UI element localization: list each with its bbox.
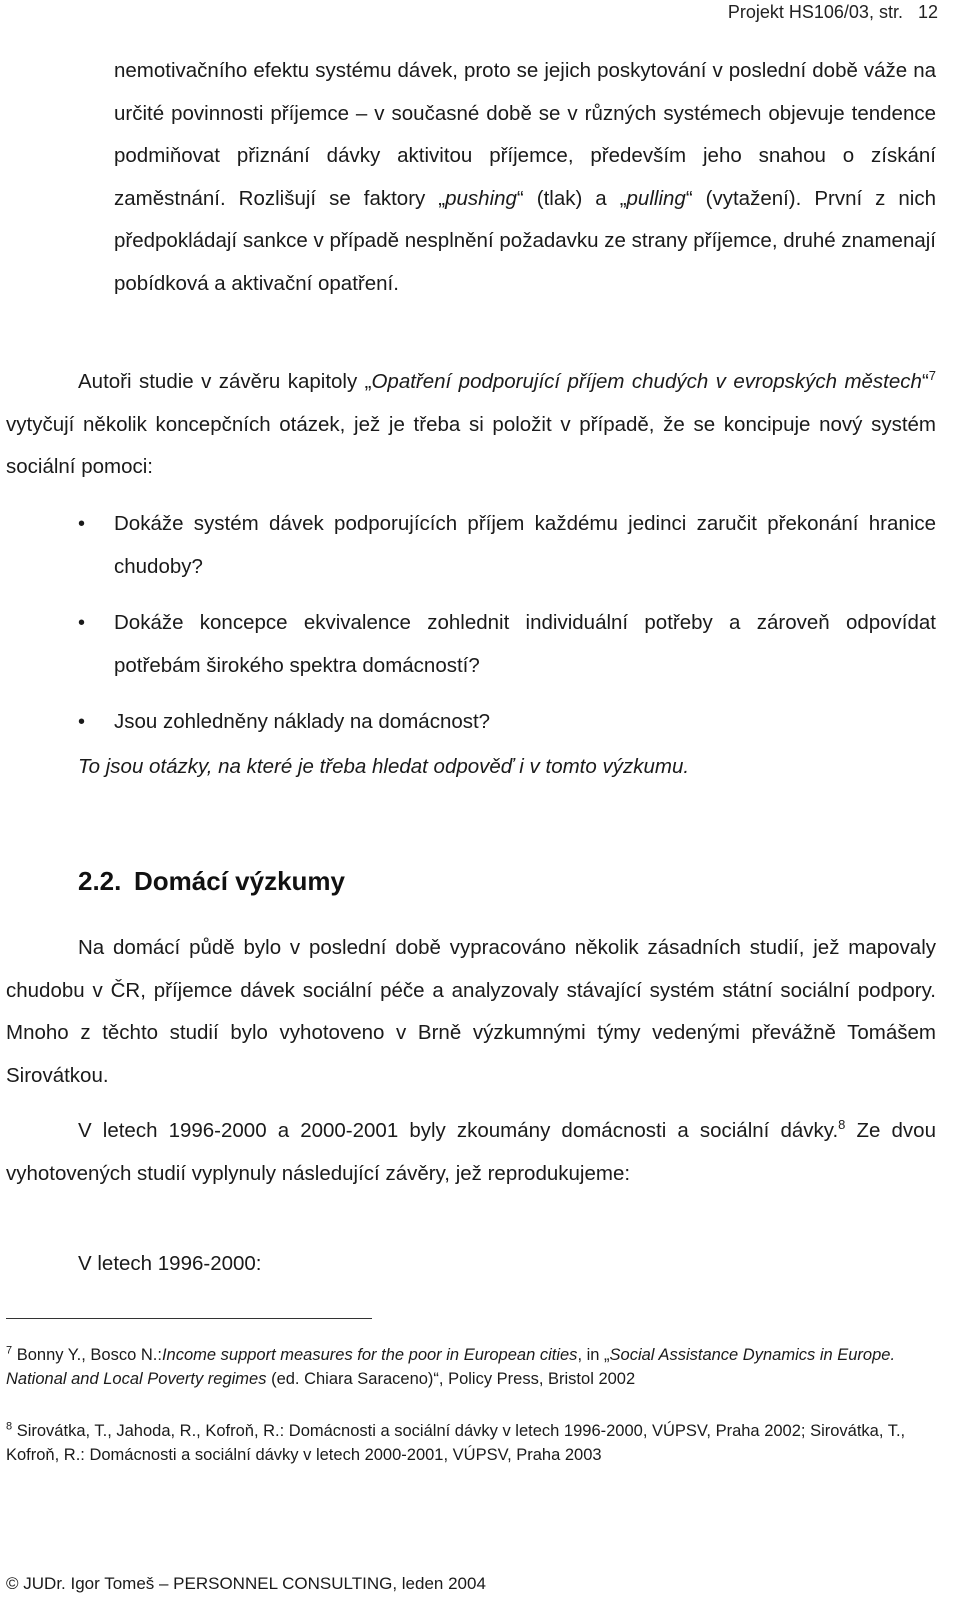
footnote-8: [6, 1420, 936, 1467]
domestic-p2-start: V letech 1996-2000 a 2000-2001 byly zkoumány domácnosti a sociální dávky.: [78, 1119, 839, 1142]
intro-tlak: (tlak) a: [536, 186, 607, 210]
section-title: Domácí výzkumy: [134, 866, 345, 896]
domestic-paragraph-2: [6, 1110, 936, 1195]
footnote-ref-7: 7: [928, 368, 936, 384]
term-pulling: pulling: [626, 186, 686, 210]
footnote-divider: [6, 1318, 372, 1319]
chapter-title: Opatření podporující příjem chudých v evropských městech: [371, 370, 922, 393]
section-heading: [78, 866, 345, 897]
term-pushing: pushing: [445, 186, 517, 210]
closing-question: To jsou otázky, na které je třeba hledat odpověď i v tomto výzkumu.: [78, 755, 690, 778]
page-number: 12: [917, 2, 938, 22]
intro-rest: (vytažení). První z nich předpokládají sankce v případě nesplnění požadavku ze strany příjemce, druhé znamenají pobídková a aktivační opatření.: [114, 186, 937, 295]
intro-paragraph: nemotivačního efektu systému dávek, proto se jejich poskytování v poslední době váže na určité povinnosti příjemce – v současné době se v různých systémech objevuje tendence podmiňovat přiznání dávky aktivitou příjemce, především jeho snahou o získání zaměstnání. Rozlišují se faktory „pushing“ (tlak) a „pulling“ (vytažení). První z nich předpokládají sankce v případě nesplnění požadavku ze strany příjemce, druhé znamenají pobídková a aktivační opatření.: [114, 59, 937, 295]
authors-paragraph: Autoři studie v závěru kapitoly „Opatření podporující příjem chudých v evropských městech“$^7$ vytyčují několik koncepčních otázek, jež je třeba si položit v případě, že se koncipuje nový systém sociální pomoci:: [6, 368, 936, 478]
domestic-p2-rest: Ze dvou vyhotovených studií vyplynuly následující závěry, jež reprodukujeme:: [6, 1119, 936, 1185]
page-footer: [6, 1574, 486, 1594]
footnote-rest: (ed. Chiara Saraceno)“, Policy Press, Bristol 2002: [271, 1369, 636, 1388]
footnote-number: 7: [6, 1344, 13, 1357]
footnote-book: Social Assistance Dynamics in Europe. National and Local Poverty regimes: [6, 1346, 896, 1388]
footnote-ref-8: 8: [838, 1117, 846, 1133]
project-label: Projekt HS106/03, str.: [727, 2, 903, 22]
footnote-number: 8: [6, 1420, 13, 1433]
intro-text: nemotivačního efektu systému dávek, proto se jejich poskytování v poslední době váže na určité povinnosti příjemce – v současné době se v různých systémech objevuje tendence podmiňovat přiznání dávky aktivitou příjemce, především jeho snahou o získání zaměstnání. Rozlišují se faktory: [114, 59, 936, 210]
footnote-authors: Bonny Y., Bosco N.:: [16, 1346, 162, 1364]
list-item: • Dokáže koncepce ekvivalence zohlednit individuální potřeby a zároveň odpovídat potřebám širokého spektra domácností?: [0, 602, 936, 687]
question-list: [0, 503, 936, 758]
copyright-icon: ©: [6, 1574, 19, 1593]
footnote-7: [6, 1344, 936, 1391]
page-header: [728, 2, 938, 23]
subsection-label: V letech 1996-2000:: [78, 1252, 262, 1275]
authors-start: Autoři studie v závěru kapitoly: [78, 370, 358, 393]
list-item: • Dokáže systém dávek podporujících příjem každému jedinci zaručit překonání hranice chudoby?: [0, 503, 936, 588]
authors-rest: vytyčují několik koncepčních otázek, jež je třeba si položit v případě, že se koncipuje nový systém sociální pomoci:: [6, 412, 936, 478]
list-item: • Jsou zohledněny náklady na domácnost?: [0, 701, 936, 744]
section-number: 2.2.: [78, 866, 122, 896]
footnote-mid: , in „: [577, 1346, 610, 1364]
footnote-title: Income support measures for the poor in European cities: [161, 1346, 578, 1364]
domestic-paragraph-1: Na domácí půdě bylo v poslední době vypracováno několik zásadních studií, jež mapovaly chudobu v ČR, příjemce dávek sociální péče a analyzovaly stávající systém státní sociální podpory. Mnoho z těchto studií bylo vyhotoveno v Brně výzkumnými týmy vedenými převážně Tomášem Sirovátkou.: [6, 936, 936, 1087]
footnote-text: Sirovátka, T., Jahoda, R., Kofroň, R.: Domácnosti a sociální dávky v letech 1996-2000, VÚPSV, Praha 2002; Sirovátka, T., Kofroň, R.: Domácnosti a sociální dávky v letech 2000-2001, VÚPSV, Praha 2003: [6, 1422, 906, 1464]
footer-text: JUDr. Igor Tomeš – PERSONNEL CONSULTING, leden 2004: [23, 1574, 486, 1593]
